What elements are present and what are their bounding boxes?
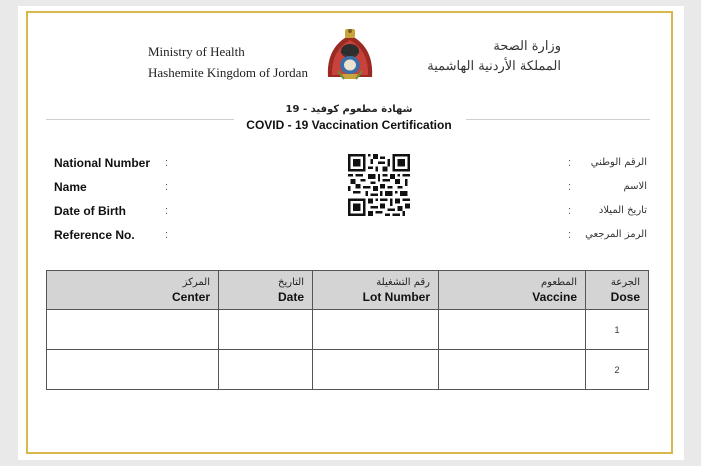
ministry-header-en [148, 41, 308, 83]
certificate-title-en: COVID - 19 Vaccination Certification [246, 118, 452, 132]
certificate-title [46, 103, 652, 133]
name-label-ar: الاسم [623, 181, 647, 192]
jordan-coat-of-arms-icon [322, 27, 378, 83]
date-cell [219, 310, 313, 350]
dose-cell: 2 [586, 350, 649, 390]
ministry-name-ar: وزارة الصحة [493, 39, 561, 54]
vaccine-cell [439, 310, 586, 350]
kingdom-name-en: Hashemite Kingdom of Jordan [148, 65, 308, 80]
column-header-lot-number: رقم التشغيلة Lot Number [313, 271, 439, 310]
ministry-header-ar [427, 37, 561, 77]
field-separator: : [165, 157, 169, 169]
field-separator: : [568, 157, 572, 169]
vaccine-cell [439, 350, 586, 390]
table-header-row [47, 271, 649, 310]
national-number-label: National Number [54, 156, 151, 170]
date-of-birth-label: Date of Birth [54, 204, 126, 218]
field-separator: : [165, 205, 169, 217]
dose-cell: 1 [586, 310, 649, 350]
date-cell [219, 350, 313, 390]
vaccination-table [46, 270, 649, 390]
column-header-center: المركز Center [47, 271, 219, 310]
column-header-vaccine: المطعوم Vaccine [439, 271, 586, 310]
ministry-name-en: Ministry of Health [148, 44, 245, 59]
date-of-birth-label-ar: تاريخ الميلاد [598, 205, 647, 216]
field-separator: : [165, 181, 169, 193]
center-cell [47, 350, 219, 390]
qr-code-icon [348, 154, 410, 216]
column-header-dose: الجرعة Dose [586, 271, 649, 310]
lot-number-cell [313, 310, 439, 350]
field-separator: : [568, 229, 572, 241]
name-label: Name [54, 180, 87, 194]
kingdom-name-ar: المملكة الأردنية الهاشمية [427, 59, 561, 74]
center-cell [47, 310, 219, 350]
field-separator: : [568, 205, 572, 217]
certificate-title-ar: شهادة مطعوم كوفيد - 19 [285, 104, 413, 115]
national-number-label-ar: الرقم الوطني [590, 157, 647, 168]
table-row [47, 310, 649, 350]
column-header-date: التاريخ Date [219, 271, 313, 310]
table-row [47, 350, 649, 390]
reference-no-label-ar: الرمز المرجعي [585, 229, 647, 240]
field-separator: : [568, 181, 572, 193]
reference-no-label: Reference No. [54, 228, 135, 242]
field-separator: : [165, 229, 169, 241]
lot-number-cell [313, 350, 439, 390]
